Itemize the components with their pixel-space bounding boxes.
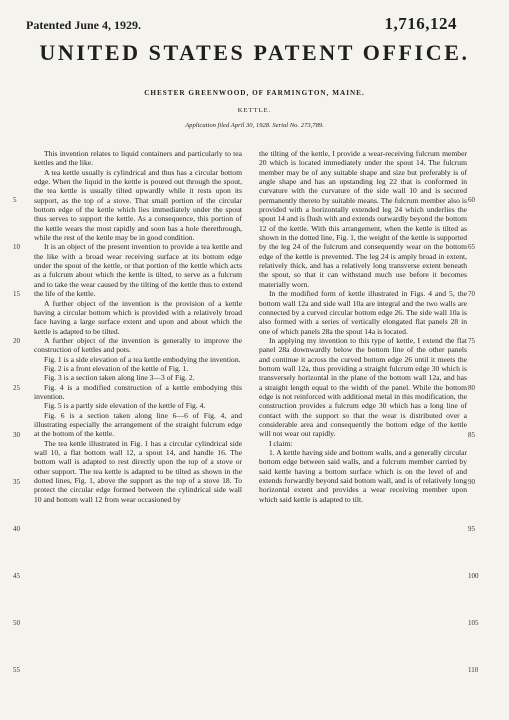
inventor-line: CHESTER GREENWOOD, OF FARMINGTON, MAINE. xyxy=(144,89,365,97)
figure-description: Fig. 6 is a section taken along line 6—6 of Fig. 4, and illustrating especially the arrangement of the straight fulcrum edge at the bottom of the kettle. xyxy=(34,410,242,439)
line-number: 110 xyxy=(468,666,479,674)
line-number: 55 xyxy=(13,666,20,674)
line-number: 90 xyxy=(468,478,475,486)
line-number: 30 xyxy=(13,431,20,439)
figure-description: Fig. 2 is a front elevation of the kettle of Fig. 1. xyxy=(44,363,189,373)
office-title: UNITED STATES PATENT OFFICE. xyxy=(39,40,470,65)
claim-heading: I claim: xyxy=(269,438,293,448)
paragraph: A further object of the invention is the provision of a kettle having a circular bottom which is provided with a relatively broad face having a large surface extent and upon and about which the kettle is adapted to be tilted. xyxy=(34,298,242,336)
line-number: 65 xyxy=(468,243,475,251)
line-number: 10 xyxy=(13,243,20,251)
line-number: 50 xyxy=(13,619,20,627)
line-number: 35 xyxy=(13,478,20,486)
line-number: 45 xyxy=(13,572,20,580)
figure-description: Fig. 3 is a section taken along line 3—3 of Fig. 2. xyxy=(44,373,195,383)
patent-number: 1,716,124 xyxy=(384,14,457,33)
paragraph: This invention relates to liquid containers and particularly to tea kettles and the like. xyxy=(34,149,242,168)
figure-description: Fig. 5 is a partly side elevation of the kettle of Fig. 4. xyxy=(44,401,206,411)
paragraph: the tilting of the kettle, I provide a wear-receiving fulcrum member 20 which is located immediately under the spout 14. The fulcrum member may be of any suitable shape and size but preferably is of angle shape and has an upstanding leg 22 that is conformed in curvature with the curvature of the side wall 10 and is secured permanently thereto by suitable means. The fulcrum member also is provided with a horizontally extended leg 24 which underlies the spout 14 and is flush with and extends outwardly beyond the bottom 12 of the kettle. With this arrangement, when the kettle is tilted as shown in the dotted line, Fig. 1, the weight of the kettle is supported by the leg 24 of the fulcrum and consequently wear on the bottom edge of the kettle is prevented. The leg 24 is amply broad in extent, relatively thick, and has a relatively long transverse extent beneath the spout, so that it can withstand much use before it becomes materially worn. xyxy=(259,149,467,289)
figure-description: Fig. 4 is a modified construction of a kettle embodying this invention. xyxy=(34,382,242,401)
claim: 1. A kettle having side and bottom walls, and a generally circular bottom edge between said walls, and a fulcrum member carried by said kettle having a bottom surface which is on the level of and extends forwardly beyond said bottom wall, and is of relatively long horizontal extent and provides a wear receiving member upon which said kettle is adapted to tilt. xyxy=(259,448,467,504)
paragraph: A further object of the invention is generally to improve the construction of kettles and pots. xyxy=(34,335,242,355)
paragraph: The tea kettle illustrated in Fig. 1 has a circular cylindrical side wall 10, a flat bottom wall 12, a spout 14, and handle 16. The bottom wall is adapted to rest directly upon the top of a stove or other support. The tea kettle is adapted to be tilted as shown in the dotted lines, Fig. 1, above the support as the top of a stove 18. To protect the circular edge formed between the cylindrical side wall 10 and bottom wall 12 from wear occasioned by xyxy=(34,438,242,504)
paragraph: A tea kettle usually is cylindrical and thus has a circular bottom edge. When the liquid in the kettle is poured out through the spout, the tea kettle is usually tilted upwardly while it rests upon its support, as the top of a stove. That small portion of the circular bottom edge of the kettle which lies immediately under the spout thus serves to support the kettle. As a consequence, this portion of the kettle wears the most rapidly and soon has a hole therethrough, while the rest of the kettle may be in good condition. xyxy=(34,167,242,243)
line-number: 40 xyxy=(13,525,20,533)
subject-title: KETTLE. xyxy=(237,107,272,114)
right-column xyxy=(259,149,467,504)
line-number: 80 xyxy=(468,384,475,392)
left-column xyxy=(34,149,242,504)
line-number: 60 xyxy=(468,196,475,204)
line-number: 25 xyxy=(13,384,20,392)
patented-date: Patented June 4, 1929. xyxy=(26,18,141,32)
line-number: 85 xyxy=(468,431,475,439)
application-line: Application filed April 30, 1928. Serial No. 273,789. xyxy=(185,122,324,129)
line-number: 70 xyxy=(468,290,475,298)
figure-description: Fig. 1 is a side elevation of a tea kettle embodying the invention. xyxy=(44,354,241,364)
line-number: 20 xyxy=(13,337,20,345)
line-number: 95 xyxy=(468,525,475,533)
paragraph: In applying my invention to this type of kettle, I extend the flat panel 28a downwardly below the bottom line of the other panels and continue it across the curved bottom edge 26 until it meets the bottom wall 12a, thus providing a straight fulcrum edge 30 which is transversely horizontal in the plane of the bottom wall 12a, and has a straight length equal to the width of the panel. While the bottom edge is not reinforced with additional metal in this modification, the construction provides a fulcrum edge 30 which has a long line of contact with the support so that the wear is distributed over a considerable area and consequently the bottom edge of the kettle will not wear out rapidly. xyxy=(259,335,467,439)
paragraph: It is an object of the present invention to provide a tea kettle and the like with a broad wear receiving surface at its bottom edge under the spout of the kettle, or that portion of the kettle which acts as a fulcrum about which the kettle is tilted, to serve as a fulcrum and to take the wear caused by the tilting of the kettle thus to extend the life of the kettle. xyxy=(34,242,242,299)
line-number: 5 xyxy=(13,196,17,204)
paragraph: In the modified form of kettle illustrated in Figs. 4 and 5, the bottom wall 12a and side wall 10a are integral and the two walls are connected by a curved circular bottom edge 26. The side wall 10a is also formed with a series of vertically elongated flat panels 28 in one of which panels 28a the spout 14a is located. xyxy=(259,289,467,336)
line-number: 105 xyxy=(468,619,479,627)
line-number: 15 xyxy=(13,290,20,298)
line-number: 100 xyxy=(468,572,479,580)
line-number: 75 xyxy=(468,337,475,345)
